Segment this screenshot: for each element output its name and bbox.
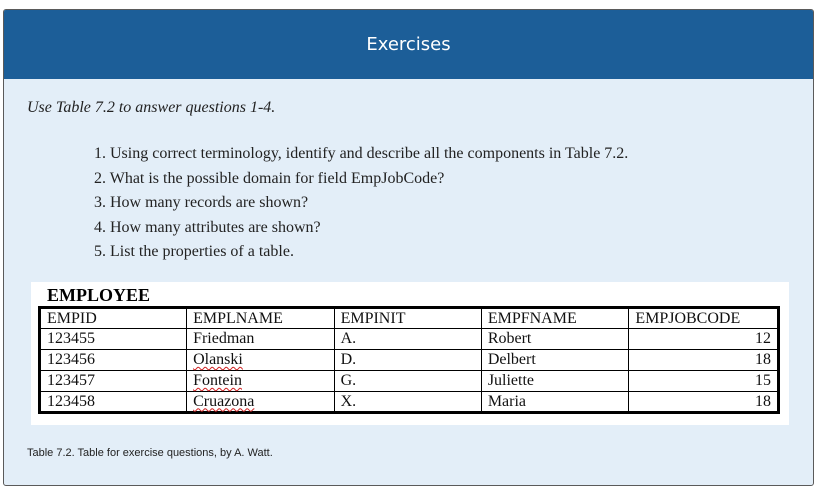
table-header-row <box>40 308 779 329</box>
question-list <box>94 142 628 265</box>
table-row <box>40 371 779 392</box>
table-cell: Juliette <box>481 371 629 392</box>
intro-text: Use Table 7.2 to answer questions 1-4. <box>27 99 276 116</box>
table-cell: G. <box>334 371 481 392</box>
spellcheck-word: Olanski <box>193 351 243 368</box>
table-cell: X. <box>334 392 481 413</box>
table-cell: 18 <box>629 392 779 413</box>
table-cell: 123456 <box>40 350 187 371</box>
question-item: 5. List the properties of a table. <box>94 243 294 260</box>
table-cell: 15 <box>629 371 779 392</box>
spellcheck-word: Fontein <box>193 372 242 389</box>
column-header: EMPID <box>40 308 187 329</box>
spellcheck-word: Cruazona <box>193 392 255 410</box>
table-row <box>40 392 779 413</box>
table-cell: 123458 <box>40 392 187 413</box>
table-cell: D. <box>334 350 481 371</box>
column-header: EMPINIT <box>334 308 481 329</box>
table-cell: Friedman <box>187 329 335 350</box>
table-row <box>40 329 779 350</box>
question-item: 2. What is the possible domain for field EmpJobCode? <box>94 169 445 187</box>
table-row <box>40 350 779 371</box>
table-cell: Robert <box>481 329 629 350</box>
question-item: 3. How many records are shown? <box>94 194 309 211</box>
table-cell: 123457 <box>40 371 187 392</box>
column-header: EMPFNAME <box>481 308 629 329</box>
question-item: 4. How many attributes are shown? <box>94 218 321 236</box>
question-item: 1. Using correct terminology, identify and describe all the components in Table 7.2. <box>94 145 629 162</box>
exercises-title: Exercises <box>366 34 451 55</box>
employee-table <box>38 306 780 414</box>
table-cell <box>187 392 335 413</box>
table-cell: Delbert <box>481 350 629 371</box>
table-title: EMPLOYEE <box>47 285 151 305</box>
employee-table-panel <box>31 282 789 425</box>
exercises-header <box>4 10 813 79</box>
exercises-box <box>3 9 814 486</box>
table-cell: 18 <box>629 350 779 371</box>
table-cell <box>187 350 335 371</box>
table-cell: 123455 <box>40 329 187 350</box>
table-cell: 12 <box>629 329 779 350</box>
column-header: EMPJOBCODE <box>629 308 779 329</box>
table-cell: Maria <box>481 392 629 413</box>
table-cell <box>187 371 335 392</box>
table-caption: Table 7.2. Table for exercise questions, by A. Watt. <box>27 447 273 459</box>
column-header: EMPLNAME <box>187 308 335 329</box>
table-cell: A. <box>334 329 481 350</box>
